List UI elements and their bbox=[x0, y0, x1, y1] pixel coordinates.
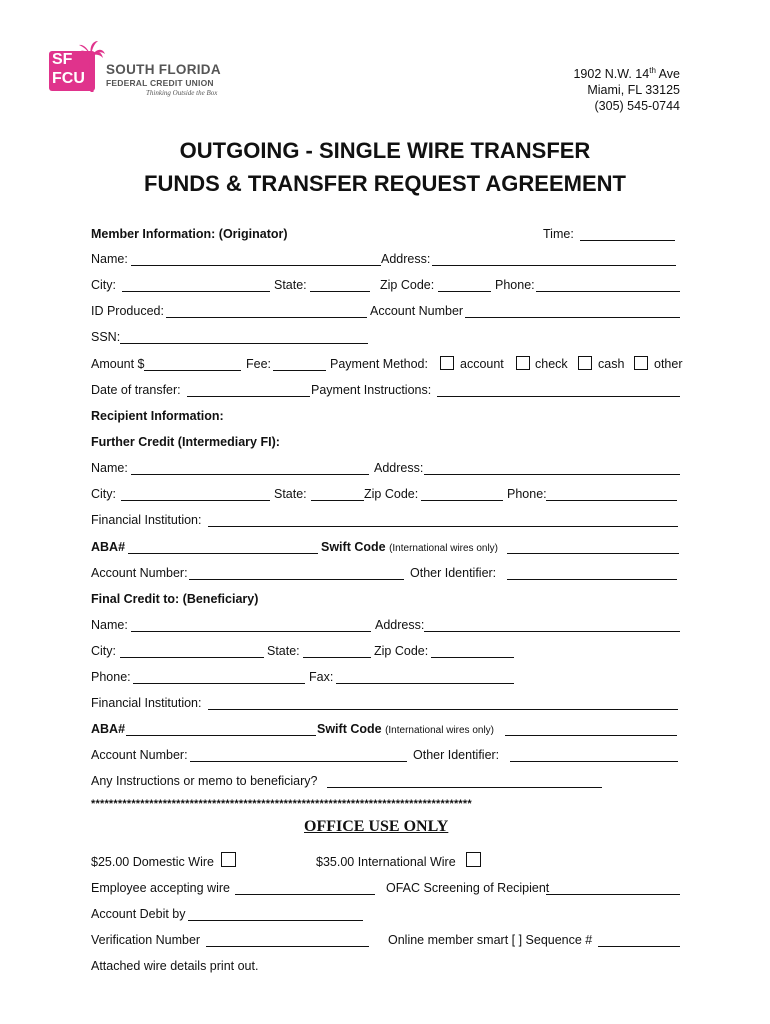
account-number-field[interactable] bbox=[465, 306, 680, 318]
member-phone-field[interactable] bbox=[536, 280, 680, 292]
account-debit-label: Account Debit by bbox=[91, 907, 186, 921]
intermediary-other-id-field[interactable] bbox=[507, 568, 677, 580]
time-label: Time: bbox=[543, 227, 574, 241]
domestic-wire-label: $25.00 Domestic Wire bbox=[91, 855, 214, 869]
check-checkbox[interactable] bbox=[516, 356, 530, 370]
member-zip-field[interactable] bbox=[438, 280, 491, 292]
payment-instructions-label: Payment Instructions: bbox=[311, 383, 432, 397]
member-city-label: City: bbox=[91, 278, 116, 292]
id-produced-field[interactable] bbox=[166, 306, 367, 318]
intermediary-heading: Further Credit (Intermediary FI): bbox=[91, 435, 280, 449]
id-produced-label: ID Produced: bbox=[91, 304, 164, 318]
payment-method-label: Payment Method: bbox=[330, 357, 428, 371]
check-option-label: check bbox=[535, 357, 568, 371]
member-address-label: Address: bbox=[381, 252, 431, 266]
address-phone: (305) 545-0744 bbox=[594, 99, 680, 114]
amount-label: Amount $ bbox=[91, 357, 145, 371]
employee-label: Employee accepting wire bbox=[91, 881, 230, 895]
account-option-label: account bbox=[460, 357, 504, 371]
logo-name: SOUTH FLORIDA bbox=[106, 62, 221, 77]
member-name-field[interactable] bbox=[131, 254, 381, 266]
intermediary-fi-field[interactable] bbox=[208, 515, 678, 527]
intermediary-other-id-label: Other Identifier: bbox=[410, 566, 497, 580]
memo-field[interactable] bbox=[327, 776, 602, 788]
member-name-label: Name: bbox=[91, 252, 128, 266]
beneficiary-address-label: Address: bbox=[375, 618, 425, 632]
beneficiary-phone-label: Phone: bbox=[91, 670, 131, 684]
domestic-wire-checkbox[interactable] bbox=[221, 852, 236, 867]
intermediary-swift-label: Swift Code (International wires only) bbox=[321, 540, 499, 554]
beneficiary-zip-label: Zip Code: bbox=[374, 644, 429, 658]
beneficiary-aba-label: ABA# bbox=[91, 722, 126, 736]
ssn-field[interactable] bbox=[120, 332, 368, 344]
member-state-field[interactable] bbox=[310, 280, 370, 292]
member-phone-label: Phone: bbox=[495, 278, 535, 292]
ofac-field[interactable] bbox=[546, 883, 680, 895]
member-address-field[interactable] bbox=[432, 254, 676, 266]
beneficiary-account-label: Account Number: bbox=[91, 748, 188, 762]
memo-label: Any Instructions or memo to beneficiary? bbox=[91, 774, 318, 788]
fee-field[interactable] bbox=[273, 359, 326, 371]
beneficiary-swift-field[interactable] bbox=[505, 724, 677, 736]
employee-field[interactable] bbox=[235, 883, 375, 895]
beneficiary-state-label: State: bbox=[267, 644, 300, 658]
fee-label: Fee: bbox=[246, 357, 272, 371]
intermediary-state-label: State: bbox=[274, 487, 307, 501]
intermediary-aba-field[interactable] bbox=[128, 542, 318, 554]
address-city: Miami, FL 33125 bbox=[587, 83, 680, 98]
time-field[interactable] bbox=[580, 229, 675, 241]
intermediary-swift-field[interactable] bbox=[507, 542, 679, 554]
other-option-label: other bbox=[654, 357, 683, 371]
beneficiary-account-field[interactable] bbox=[190, 750, 407, 762]
palm-tree-icon bbox=[76, 38, 106, 94]
intermediary-zip-label: Zip Code: bbox=[364, 487, 419, 501]
logo-subname: FEDERAL CREDIT UNION bbox=[106, 78, 214, 88]
member-heading: Member Information: (Originator) bbox=[91, 227, 288, 241]
intermediary-zip-field[interactable] bbox=[421, 489, 503, 501]
verification-label: Verification Number bbox=[91, 933, 201, 947]
sequence-field[interactable] bbox=[598, 935, 680, 947]
beneficiary-fi-label: Financial Institution: bbox=[91, 696, 202, 710]
intermediary-aba-label: ABA# bbox=[91, 540, 126, 554]
intermediary-phone-label: Phone: bbox=[507, 487, 547, 501]
intermediary-name-label: Name: bbox=[91, 461, 128, 475]
attached-note: Attached wire details print out. bbox=[91, 959, 259, 973]
beneficiary-phone-field[interactable] bbox=[133, 672, 305, 684]
account-number-label: Account Number bbox=[370, 304, 464, 318]
international-wire-checkbox[interactable] bbox=[466, 852, 481, 867]
intermediary-account-label: Account Number: bbox=[91, 566, 188, 580]
intermediary-name-field[interactable] bbox=[131, 463, 369, 475]
beneficiary-fax-field[interactable] bbox=[336, 672, 514, 684]
international-wire-label: $35.00 International Wire bbox=[316, 855, 456, 869]
intermediary-address-field[interactable] bbox=[424, 463, 680, 475]
intermediary-city-label: City: bbox=[91, 487, 116, 501]
recipient-heading: Recipient Information: bbox=[91, 409, 224, 423]
address-street: 1902 N.W. 14th Ave bbox=[573, 66, 680, 82]
title-line-1: OUTGOING - SINGLE WIRE TRANSFER bbox=[179, 138, 591, 163]
verification-field[interactable] bbox=[206, 935, 369, 947]
intermediary-fi-label: Financial Institution: bbox=[91, 513, 202, 527]
beneficiary-heading: Final Credit to: (Beneficiary) bbox=[91, 592, 259, 606]
account-debit-field[interactable] bbox=[188, 909, 363, 921]
beneficiary-city-field[interactable] bbox=[120, 646, 264, 658]
amount-field[interactable] bbox=[144, 359, 241, 371]
online-label: Online member smart [ ] Sequence # bbox=[388, 933, 593, 947]
beneficiary-swift-label: Swift Code (International wires only) bbox=[317, 722, 495, 736]
date-of-transfer-label: Date of transfer: bbox=[91, 383, 181, 397]
logo-mark-bottom: FCU bbox=[52, 70, 85, 87]
beneficiary-other-id-label: Other Identifier: bbox=[413, 748, 500, 762]
logo-mark-top: SF bbox=[52, 51, 73, 68]
office-heading: OFFICE USE ONLY bbox=[304, 818, 449, 835]
payment-instructions-field[interactable] bbox=[437, 385, 680, 397]
intermediary-phone-field[interactable] bbox=[546, 489, 677, 501]
beneficiary-fi-field[interactable] bbox=[208, 698, 678, 710]
beneficiary-name-field[interactable] bbox=[131, 620, 371, 632]
intermediary-city-field[interactable] bbox=[121, 489, 270, 501]
member-city-field[interactable] bbox=[122, 280, 270, 292]
intermediary-address-label: Address: bbox=[374, 461, 424, 475]
cash-checkbox[interactable] bbox=[578, 356, 592, 370]
logo-tagline: Thinking Outside the Box bbox=[146, 89, 218, 97]
cash-option-label: cash bbox=[598, 357, 625, 371]
beneficiary-name-label: Name: bbox=[91, 618, 128, 632]
beneficiary-city-label: City: bbox=[91, 644, 116, 658]
member-state-label: State: bbox=[274, 278, 307, 292]
title-line-2: FUNDS & TRANSFER REQUEST AGREEMENT bbox=[144, 171, 626, 196]
account-checkbox[interactable] bbox=[440, 356, 454, 370]
address-block bbox=[573, 63, 680, 114]
ssn-label: SSN: bbox=[91, 330, 121, 344]
beneficiary-state-field[interactable] bbox=[303, 646, 371, 658]
beneficiary-aba-field[interactable] bbox=[126, 724, 316, 736]
beneficiary-zip-field[interactable] bbox=[431, 646, 514, 658]
beneficiary-fax-label: Fax: bbox=[309, 670, 334, 684]
beneficiary-address-field[interactable] bbox=[424, 620, 680, 632]
intermediary-state-field[interactable] bbox=[311, 489, 364, 501]
intermediary-account-field[interactable] bbox=[189, 568, 404, 580]
ofac-label: OFAC Screening of Recipient bbox=[386, 881, 550, 895]
separator: ************************************************************************************* bbox=[91, 798, 472, 810]
date-of-transfer-field[interactable] bbox=[187, 385, 310, 397]
other-checkbox[interactable] bbox=[634, 356, 648, 370]
member-zip-label: Zip Code: bbox=[380, 278, 435, 292]
beneficiary-other-id-field[interactable] bbox=[510, 750, 678, 762]
